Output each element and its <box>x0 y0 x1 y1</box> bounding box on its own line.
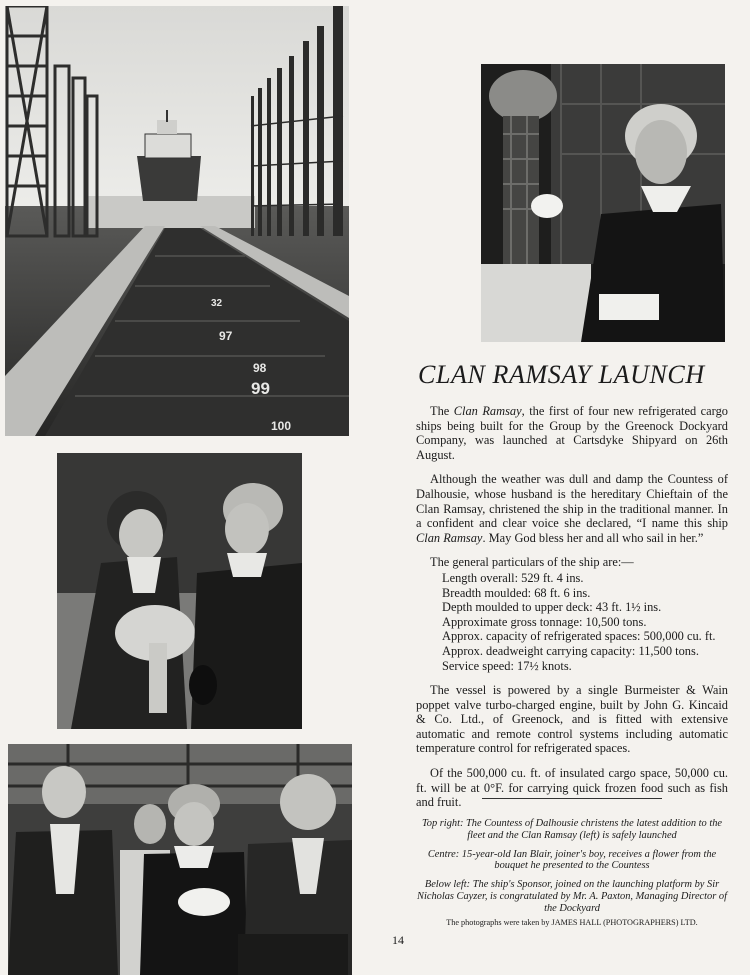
spec-item: Service speed: 17½ knots. <box>442 658 572 673</box>
article-paragraph-engine: The vessel is powered by a single Burmeister & Wain poppet valve turbo-charged engine, built by John G. Kincaid & Co. Ltd., of Greenock, and is fitted with extensive automatic and remote control systems including automatic temperature control for refrigerated spaces. <box>416 683 728 756</box>
caption-top-right: Top right: The Countess of Dalhousie christens the latest addition to the fleet and the Clan Ramsay (left) is safely launched <box>421 818 723 841</box>
slipway-number: 98 <box>253 361 267 375</box>
ship-name: Clan Ramsay <box>453 404 522 418</box>
article-paragraph-christening: Although the weather was dull and damp the Countess of Dalhousie, whose husband is the hereditary Chieftain of the Clan Ramsay, christened the ship in the traditional manner. In a confident and clear voice she declared, “I name this ship Clan Ramsay. May God bless her and all who sail in her.” <box>416 472 728 545</box>
ship-launch-photo <box>5 6 349 436</box>
section-divider <box>482 798 662 799</box>
photo-captions <box>416 818 728 922</box>
photo-credit: The photographs were taken by JAMES HALL (PHOTOGRAPHERS) LTD. <box>446 918 698 927</box>
slipway-number: 100 <box>271 419 292 433</box>
spec-item: Depth moulded to upper deck: 43 ft. 1½ ins. <box>442 600 662 615</box>
ship-name: Clan Ramsay <box>416 530 483 545</box>
slipway-number: 97 <box>219 329 233 343</box>
article-paragraph-intro: The Clan Ramsay, the first of four new refrigerated cargo ships being built for the Group by the Greenock Dockyard Company, was launched at Cartsdyke Shipyard on 26th August. <box>416 404 728 462</box>
spec-item: Approx. deadweight carrying capacity: 11,500 tons. <box>442 643 699 658</box>
specs-intro: The general particulars of the ship are:— <box>430 555 634 570</box>
caption-below-left: Below left: The ship's Sponsor, joined on the launching platform by Sir Nicholas Cayzer, is congratulated by Mr. A. Paxton, Managing Director of the Dockyard <box>417 879 727 914</box>
spec-item: Breadth moulded: 68 ft. 6 ins. <box>442 585 591 600</box>
countess-christening-photo <box>481 64 725 342</box>
page-number: 14 <box>392 933 404 947</box>
spec-item: Approx. capacity of refrigerated spaces: 500,000 cu. ft. <box>442 629 716 644</box>
sponsor-congratulated-photo <box>8 744 352 975</box>
article-title: CLAN RAMSAY LAUNCH <box>418 360 705 389</box>
article <box>416 360 728 820</box>
caption-centre: Centre: 15-year-old Ian Blair, joiner's boy, receives a flower from the bouquet he presented to the Countess <box>427 848 717 872</box>
boy-receives-flower-photo <box>57 453 302 729</box>
ship-specs-list <box>442 571 728 673</box>
article-paragraph-cargo: Of the 500,000 cu. ft. of insulated cargo space, 50,000 cu. ft. will be at 0°F. for carrying quick frozen food such as fish and fruit. <box>416 766 728 810</box>
slipway-number: 99 <box>251 379 270 398</box>
slipway-number: 32 <box>211 298 223 309</box>
spec-item: Length overall: 529 ft. 4 ins. <box>442 570 584 585</box>
spec-item: Approximate gross tonnage: 10,500 tons. <box>442 614 647 629</box>
